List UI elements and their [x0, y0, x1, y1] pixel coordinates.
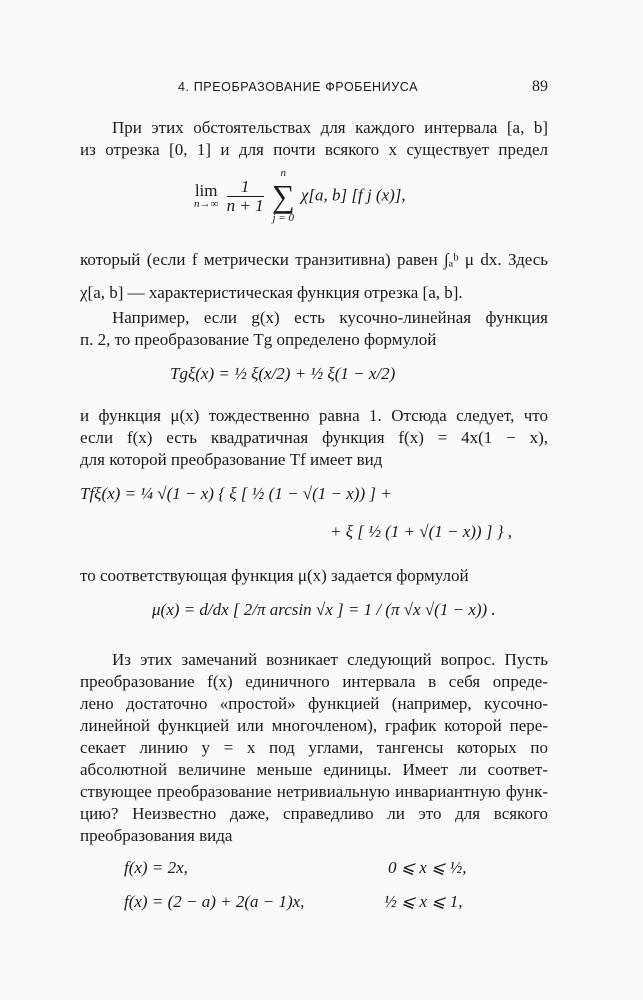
text-line: абсолютной величине меньше единицы. Имеет ли соответ- — [80, 760, 548, 779]
sum-upper: n — [280, 167, 286, 179]
formula-piecewise-left-2: f(x) = (2 − a) + 2(a − 1)x, — [124, 892, 305, 911]
text-line: При этих обстоятельствах для каждого интервала [a, b] — [112, 118, 548, 137]
text-line: Например, если g(x) есть кусочно-линейная функция — [112, 308, 548, 327]
frac-denominator: n + 1 — [226, 195, 264, 215]
running-title: 4. ПРЕОБРАЗОВАНИЕ ФРОБЕНИУСА — [178, 80, 419, 94]
text-line: цию? Неизвестно даже, справедливо ли это для всякого — [80, 804, 548, 823]
page-number: 89 — [532, 78, 548, 95]
text-line: ствующее преобразование нетривиальную инвариантную функ- — [80, 782, 548, 801]
lim-word: lim — [194, 180, 218, 200]
formula-tf-line2: + ξ [ ½ (1 + √(1 − x)) ] } , — [330, 522, 512, 541]
formula-tg: Tgξ(x) = ½ ξ(x/2) + ½ ξ(1 − x/2) — [170, 364, 396, 383]
formula-limit — [192, 168, 406, 225]
text-line: преобразования вида — [80, 826, 233, 845]
text-line: п. 2, то преобразование Tg определено формулой — [80, 330, 437, 349]
formula-piecewise-right-1: 0 ⩽ x ⩽ ½, — [388, 858, 467, 877]
sum-sign: ∑ — [271, 177, 295, 214]
lim-subscript: n→∞ — [194, 198, 219, 211]
text-line: Из этих замечаний возникает следующий вопрос. Пусть — [112, 650, 548, 669]
text-line: то соответствующая функция μ(x) задается формулой — [80, 566, 469, 585]
frac-numerator: 1 — [227, 178, 264, 197]
text-line: линейной функцией или многочленом), график которой пере- — [80, 716, 548, 735]
sum-lower: j = 0 — [272, 212, 294, 225]
formula-tail: χ[a, b] [f j (x)], — [300, 185, 406, 205]
text-line: χ[a, b] — характеристическая функция отрезка [a, b]. — [80, 283, 463, 302]
text-line: который (если f метрически транзитивна) равен ∫ₐᵇ μ dx. Здесь — [80, 250, 548, 269]
text-line: преобразование f(x) единичного интервала в себя опреде- — [80, 672, 548, 691]
formula-tf-line1: Tfξ(x) = ¼ √(1 − x) { ξ [ ½ (1 − √(1 − x)) ] + — [80, 484, 392, 503]
formula-piecewise-left-1: f(x) = 2x, — [124, 858, 188, 877]
text-line: секает линию y = x под углами, тангенсы которых по — [80, 738, 548, 757]
text-line: и функция μ(x) тождественно равна 1. Отсюда следует, что — [80, 406, 548, 425]
text-line: для которой преобразование Tf имеет вид — [80, 450, 383, 469]
text-line: если f(x) есть квадратичная функция f(x) = 4x(1 − x), — [80, 428, 548, 447]
formula-piecewise-right-2: ½ ⩽ x ⩽ 1, — [384, 892, 463, 911]
text-line: из отрезка [0, 1] и для почти всякого x существует предел — [80, 140, 548, 159]
formula-mu: μ(x) = d/dx [ 2/π arcsin √x ] = 1 / (π √x √(1 − x)) . — [152, 600, 496, 619]
text-line: лено достаточно «простой» функцией (например, кусочно- — [80, 694, 548, 713]
